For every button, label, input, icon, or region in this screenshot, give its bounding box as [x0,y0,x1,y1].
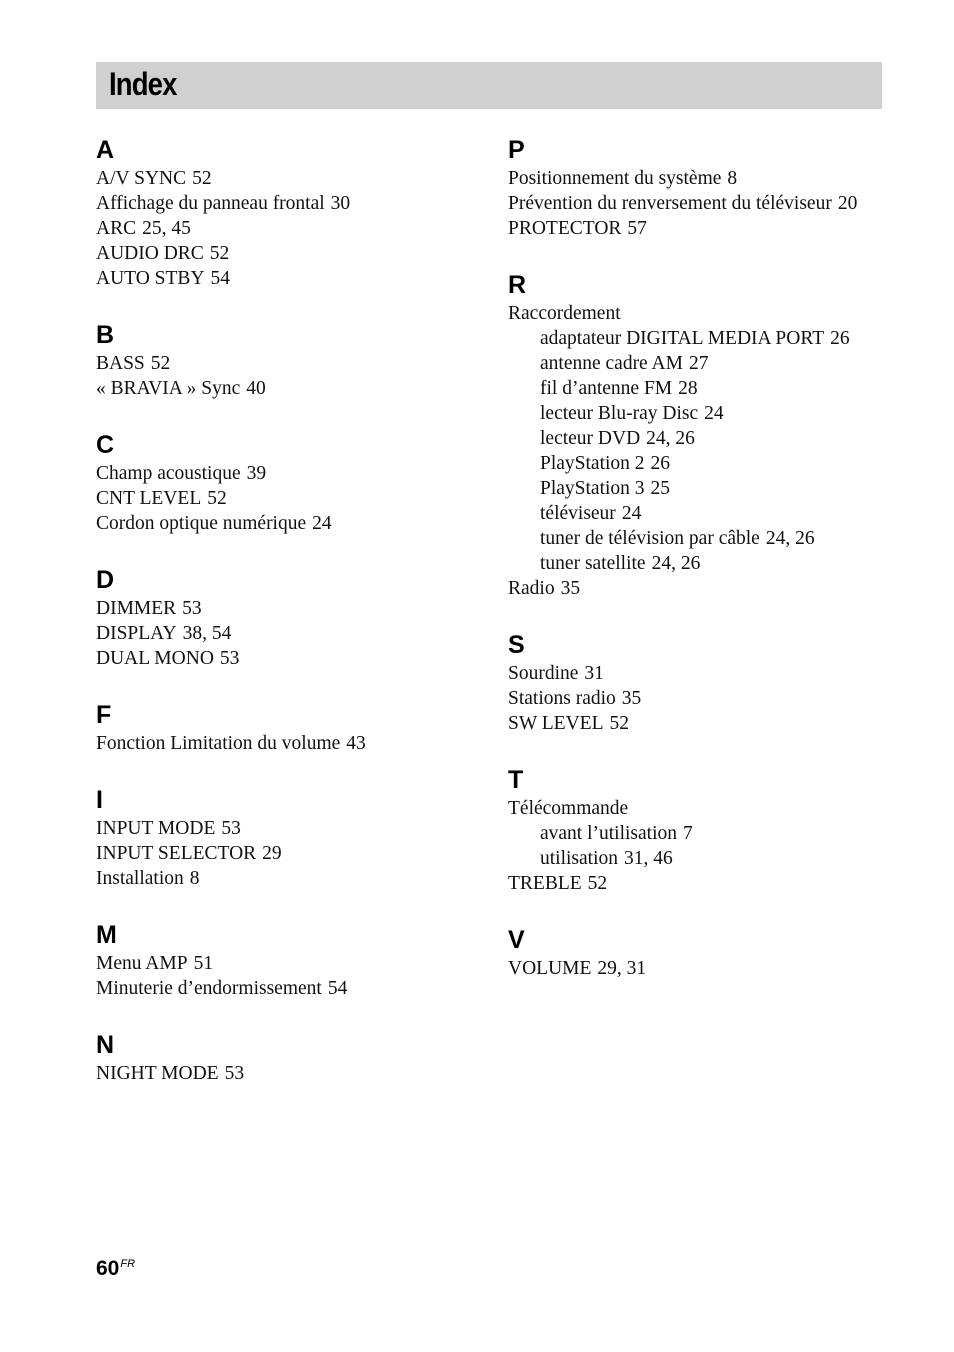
entry-term: tuner satellite [540,553,646,574]
index-section-m [96,919,486,1001]
index-subentry [508,376,908,401]
entry-pages: 27 [688,353,709,374]
page-number [96,1257,135,1281]
entry-pages: 52 [209,243,230,264]
entry-term: A/V SYNC [96,168,187,189]
entry-term: PlayStation 3 [540,478,645,499]
index-entry [508,661,908,686]
entry-pages: 28 [678,378,698,399]
entry-pages: 35 [621,688,642,709]
entry-pages: 24 [704,403,724,424]
entry-pages: 24, 26 [646,428,695,449]
entry-term: Sourdine [508,663,579,684]
section-letter: A [96,136,115,164]
section-letter: F [96,701,112,729]
index-entry [96,216,486,241]
entry-term: lecteur DVD [540,428,641,449]
index-entry [96,841,486,866]
entry-term: Champ acoustique [96,463,241,484]
entry-pages: 20 [837,193,858,214]
entry-term: DIMMER [96,598,177,619]
index-section-c [96,429,486,536]
index-section-d [96,564,486,671]
index-entry [96,486,486,511]
section-letter: R [508,271,527,299]
page-number-suffix: FR [120,1258,136,1270]
index-subentry [508,426,908,451]
index-entry [508,871,908,896]
entry-pages: 25, 45 [142,218,191,239]
entry-pages: 53 [221,818,241,839]
entry-term: AUDIO DRC [96,243,204,264]
index-subentry [508,501,908,526]
entry-pages: 52 [587,873,608,894]
index-section-p [508,134,908,241]
entry-pages: 8 [727,168,738,189]
entry-term: téléviseur [540,503,616,524]
index-entry [96,596,486,621]
index-subentry [508,351,908,376]
index-section-s [508,629,908,736]
entry-term: utilisation [540,848,618,869]
entry-pages: 39 [246,463,267,484]
index-entry [96,866,486,891]
index-subentry [508,476,908,501]
entry-term: Stations radio [508,688,616,709]
index-section-n [96,1029,486,1086]
index-subentry [508,846,908,871]
index-entry [96,951,486,976]
section-letter: S [508,631,525,659]
entry-pages: 54 [327,978,348,999]
index-section-r [508,269,908,601]
entry-term: fil d’antenne FM [540,378,673,399]
index-column-left [96,134,486,1114]
entry-term: BASS [96,353,145,374]
index-entry [96,266,486,291]
index-entry [508,166,908,191]
entry-term: Positionnement du système [508,168,722,189]
entry-term: INPUT SELECTOR [96,843,257,864]
index-entry [96,731,486,756]
entry-pages: 52 [609,713,630,734]
index-section-t [508,764,908,896]
entry-term: Installation [96,868,184,889]
index-subentry [508,551,908,576]
index-entry [508,956,908,981]
entry-pages: 53 [219,648,240,669]
entry-pages: 30 [330,193,351,214]
entry-term: Prévention du renversement du téléviseur [508,193,832,214]
index-column-right [508,134,908,1009]
section-letter: C [96,431,115,459]
entry-term: Minuterie d’endormissement [96,978,322,999]
page-number-value: 60 [96,1257,120,1280]
entry-term: tuner de télévision par câble [540,528,760,549]
index-section-f [96,699,486,756]
index-entry [508,686,908,711]
entry-pages: 54 [210,268,231,289]
index-entry [96,461,486,486]
entry-term: NIGHT MODE [96,1063,219,1084]
entry-pages: 40 [246,378,266,399]
index-subentry [508,401,908,426]
entry-term: Menu AMP [96,953,188,974]
index-entry [508,576,908,601]
index-subentry [508,821,908,846]
entry-term: lecteur Blu-ray Disc [540,403,699,424]
section-letter: T [508,766,524,794]
entry-term: antenne cadre AM [540,353,683,374]
entry-term: AUTO STBY [96,268,205,289]
entry-pages: 51 [193,953,214,974]
entry-pages: 31 [584,663,604,684]
entry-pages: 31, 46 [624,848,673,869]
index-entry [96,166,486,191]
index-entry [508,301,908,326]
entry-pages: 53 [224,1063,245,1084]
index-subentry [508,451,908,476]
index-entry [96,191,486,216]
index-entry [96,1061,486,1086]
section-letter: V [508,926,525,954]
entry-term: « BRAVIA » Sync [96,378,241,399]
section-letter: M [96,921,117,949]
entry-pages: 8 [189,868,200,889]
entry-pages: 52 [207,488,227,509]
index-section-a [96,134,486,291]
entry-pages: 24 [621,503,642,524]
entry-pages: 52 [192,168,212,189]
entry-term: PlayStation 2 [540,453,645,474]
page-title: Index [109,66,177,102]
section-letter: I [96,786,103,814]
entry-term: Raccordement [508,303,621,324]
entry-pages: 43 [346,733,366,754]
index-entry [508,711,908,736]
entry-pages: 29 [262,843,282,864]
entry-pages: 25 [650,478,671,499]
index-subentry [508,526,908,551]
index-entry [508,796,908,821]
entry-term: DUAL MONO [96,648,214,669]
entry-pages: 57 [627,218,647,239]
header-bar [96,62,882,109]
index-entry [96,376,486,401]
index-entry [508,216,908,241]
index-entry [508,191,908,216]
index-entry [96,816,486,841]
index-section-i [96,784,486,891]
index-entry [96,351,486,376]
section-letter: N [96,1031,115,1059]
entry-term: Cordon optique numérique [96,513,307,534]
index-entry [96,646,486,671]
entry-pages: 53 [182,598,202,619]
entry-term: PROTECTOR [508,218,622,239]
entry-term: adaptateur DIGITAL MEDIA PORT [540,328,825,349]
entry-term: INPUT MODE [96,818,216,839]
section-letter: B [96,321,115,349]
entry-term: Radio [508,578,555,599]
entry-pages: 35 [560,578,581,599]
entry-pages: 26 [650,453,671,474]
index-subentry [508,326,908,351]
entry-term: TREBLE [508,873,582,894]
entry-term: Affichage du panneau frontal [96,193,325,214]
entry-pages: 52 [150,353,171,374]
section-letter: P [508,136,525,164]
entry-term: Télécommande [508,798,629,819]
index-entry [96,511,486,536]
entry-pages: 24, 26 [765,528,815,549]
entry-term: avant l’utilisation [540,823,678,844]
entry-term: CNT LEVEL [96,488,202,509]
entry-pages: 24 [312,513,332,534]
entry-pages: 24, 26 [651,553,701,574]
entry-term: ARC [96,218,137,239]
index-entry [96,976,486,1001]
entry-term: Fonction Limitation du volume [96,733,341,754]
entry-term: DISPLAY [96,623,177,644]
entry-pages: 7 [683,823,693,844]
index-section-v [508,924,908,981]
entry-pages: 38, 54 [182,623,232,644]
index-entry [96,621,486,646]
entry-term: SW LEVEL [508,713,604,734]
index-section-b [96,319,486,401]
entry-pages: 29, 31 [597,958,647,979]
section-letter: D [96,566,115,594]
index-entry [96,241,486,266]
entry-term: VOLUME [508,958,592,979]
entry-pages: 26 [830,328,850,349]
